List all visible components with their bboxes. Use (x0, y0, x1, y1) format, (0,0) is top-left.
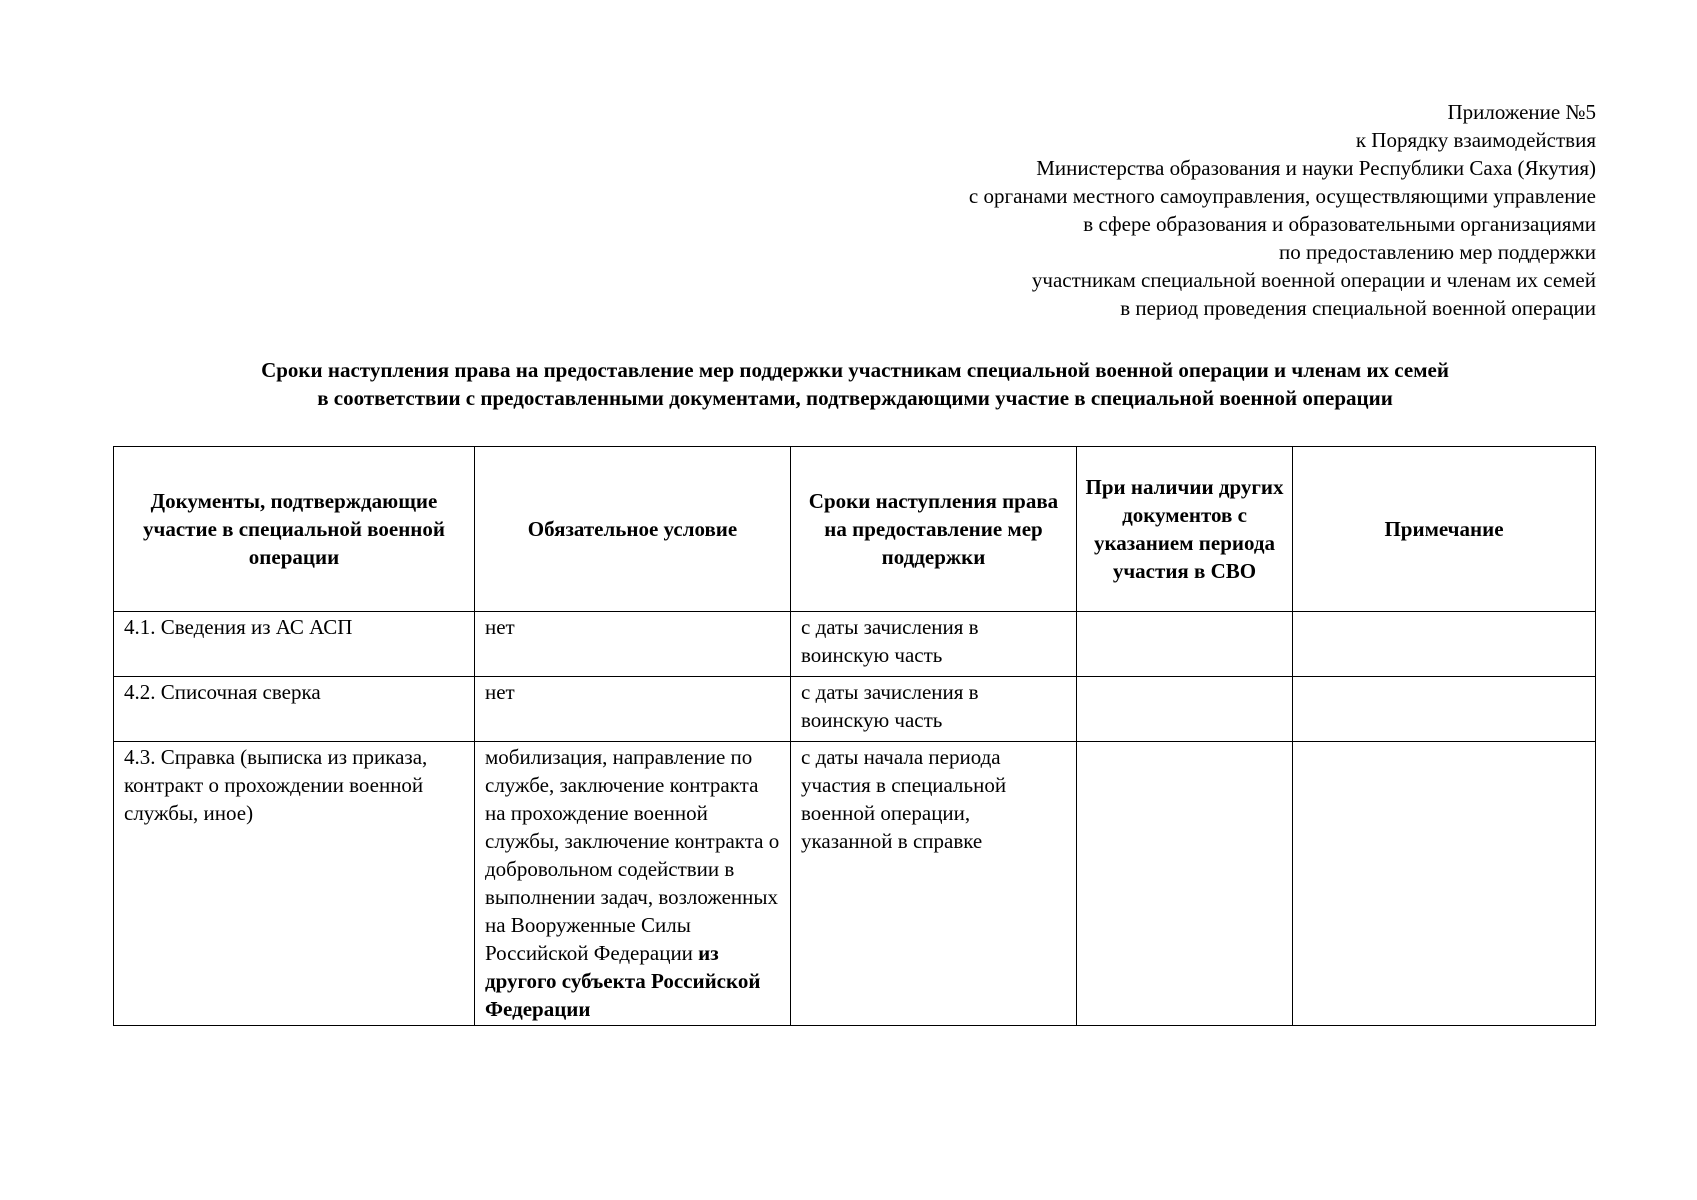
table-row (114, 742, 1596, 1026)
appendix-header (696, 98, 1596, 322)
appendix-line: к Порядку взаимодействия (1355, 128, 1596, 152)
cell-document: 4.1. Сведения из АС АСП (114, 612, 475, 677)
table-header-row (114, 447, 1596, 612)
header-documents: Документы, подтверждающие участие в специальной военной операции (114, 447, 475, 612)
cell-other-documents (1077, 742, 1293, 1026)
appendix-line: по предоставлению мер поддержки (1278, 240, 1596, 264)
cell-note (1293, 612, 1596, 677)
cell-other-documents (1077, 612, 1293, 677)
appendix-line: Приложение №5 (1447, 100, 1596, 124)
cell-condition: нет (475, 677, 791, 742)
appendix-line: с органами местного самоуправления, осуществляющими управление (968, 184, 1596, 208)
title-line-1: Сроки наступления права на предоставление мер поддержки участникам специальной военной операции и членам их семей (261, 358, 1449, 382)
appendix-line: Министерства образования и науки Республики Саха (Якутия) (1036, 156, 1596, 180)
cell-term: с даты начала периода участия в специальной военной операции, указанной в справке (791, 742, 1077, 1026)
header-term: Сроки наступления права на предоставление мер поддержки (791, 447, 1077, 612)
cell-note (1293, 742, 1596, 1026)
table-row (114, 677, 1596, 742)
cell-note (1293, 677, 1596, 742)
condition-text: мобилизация, направление по службе, заключение контракта на прохождение военной службы, заключение контракта о добровольном содействии в выполнении задач, возложенных на Вооруженные Силы Российской Федерации (485, 745, 780, 965)
document-title (112, 356, 1598, 412)
title-line-2: в соответствии с предоставленными документами, подтверждающими участие в специальной военной операции (317, 386, 1393, 410)
cell-term: с даты зачисления в воинскую часть (791, 612, 1077, 677)
header-note: Примечание (1293, 447, 1596, 612)
cell-document: 4.2. Списочная сверка (114, 677, 475, 742)
appendix-line: в период проведения специальной военной операции (1120, 296, 1596, 320)
header-other-documents: При наличии других документов с указанием периода участия в СВО (1077, 447, 1293, 612)
appendix-line: участникам специальной военной операции и членам их семей (1031, 268, 1596, 292)
table-row (114, 612, 1596, 677)
cell-condition: нет (475, 612, 791, 677)
support-terms-table (113, 446, 1596, 1026)
appendix-line: в сфере образования и образовательными организациями (1083, 212, 1596, 236)
header-condition: Обязательное условие (475, 447, 791, 612)
condition-bold-text: из другого субъекта Российской Федерации (485, 941, 761, 1021)
cell-term: с даты зачисления в воинскую часть (791, 677, 1077, 742)
cell-document: 4.3. Справка (выписка из приказа, контракт о прохождении военной службы, иное) (114, 742, 475, 1026)
cell-condition (475, 742, 791, 1026)
cell-other-documents (1077, 677, 1293, 742)
